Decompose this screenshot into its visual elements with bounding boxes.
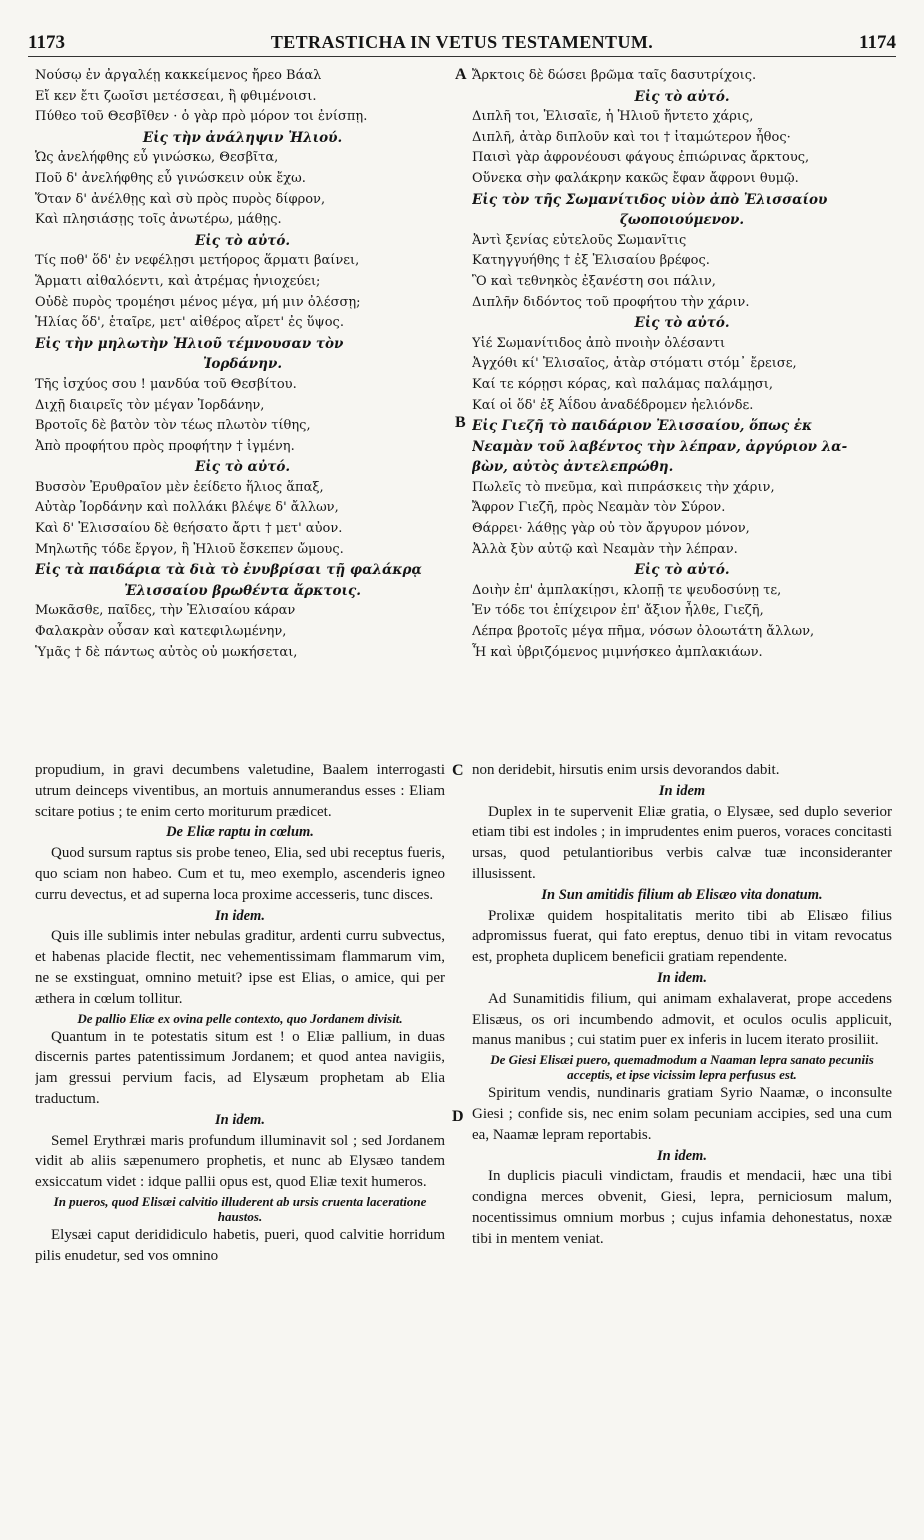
section-heading: Εἰς τὸν τῆς Σωμανίτιδος υἱὸν ἀπὸ Ἐλισσαίου — [472, 191, 828, 208]
verse-line: Διπλῆ, ἀτὰρ διπλοῦν καὶ τοι † ἰταμώτερον ἦθος· — [472, 129, 791, 145]
verse-line: Πωλεῖς τὸ πνεῦμα, καὶ πιπράσκεις τὴν χάριν, — [472, 479, 775, 495]
verse-line: Διχῇ διαιρεῖς τὸν μέγαν Ἰορδάνην, — [35, 397, 265, 413]
verse-line: Ἠλίας ὅδ', ἑταῖρε, μετ' αἰθέρος αἴρετ' ἐς ὕψος. — [35, 315, 344, 331]
paragraph: Ad Sunamitidis filium, qui animam exhalaverat, prope accedens Elisæus, os ori incumbendo admovit, et oculos oculis applicuit, manus manibus ; cui statim puer ex inferis in lucem iterato prosiliit. — [472, 990, 892, 1049]
verse-line: Βυσσὸν Ἐρυθραῖον μὲν ἐείδετο ἥλιος ἅπαξ, — [35, 479, 324, 495]
verse-line: Ποῦ δ' ἀνελήφθης εὖ γινώσκειν οὐκ ἔχω. — [35, 170, 306, 186]
paragraph: Quantum in te potestatis situm est ! o Eliæ pallium, in duas discernis partes patentissimum Jordanem; et quod antea navigiis, jam gressui pervium facis, ad Elysæum prophetam ab Elia traductum. — [35, 1028, 445, 1107]
verse-line: Ἄφρον Γιεζῆ, πρὸς Νεαμὰν τὸν Σύρον. — [472, 500, 726, 516]
verse-line: Μωκᾶσθε, παῖδες, τὴν Ἐλισαίου κάραν — [35, 603, 296, 619]
section-heading: Ἰορδάνην. — [202, 356, 283, 373]
paragraph: Quis ille sublimis inter nebulas graditur, ardenti curru subvectus, et habenas placide flectit, nec vehementissimam flammarum vim, ne se exstinguat, omnino metuit? ipse est Elias, o amice, qui per æthera in cœlum tollitur. — [35, 928, 445, 1007]
section-heading: Εἰς τὸ αὐτό. — [194, 232, 291, 249]
verse-line: Αὐτὰρ Ἰορδάνην καὶ πολλάκι βλέψε δ' ἄλλων, — [35, 500, 339, 516]
verse-line: Εἴ κεν ἔτι ζωοῖσι μετέσσεαι, ἢ φθιμένοισι. — [35, 88, 317, 104]
section-heading: Νεαμὰν τοῦ λαβέντος τὴν λέπραν, ἀργύριον λα- — [472, 438, 848, 455]
verse-line: Μηλωτῆς τόδε ἔργον, ἣ Ἠλιοῦ ἔσκεπεν ὤμους. — [35, 541, 344, 557]
section-heading: De Eliæ raptu in cœlum. — [166, 824, 314, 841]
section-heading: Εἰς τὴν μηλωτὴν Ἠλιοῦ τέμνουσαν τὸν — [35, 335, 344, 352]
verse-line: Βροτοῖς δὲ βατὸν τὸν τέως πλωτὸν τίθης, — [35, 418, 311, 434]
verse-line: Καὶ πλησιάσῃς τοῖς ἀνωτέρω, μάθῃς. — [35, 212, 282, 228]
verse-line: Τίς ποθ' ὅδ' ἐν νεφέλῃσι μετήορος ἅρματι βαίνει, — [35, 253, 360, 269]
section-heading: Εἰς τὸ αὐτό. — [194, 459, 291, 476]
verse-line: Κατηγγυήθης † ἐξ Ἐλισαίου βρέφος. — [472, 253, 710, 269]
verse-line: Θάρρει· λάθῃς γὰρ οὐ τὸν ἄργυρον μόνον, — [472, 521, 750, 537]
margin-marker-a: A — [455, 66, 467, 83]
section-heading: In idem. — [215, 1111, 265, 1128]
section-heading: In Sun amitidis filium ab Elisæo vita donatum. — [541, 886, 823, 903]
verse-line: Τῆς ἰσχύος σου ! μανδύα τοῦ Θεσβίτου. — [35, 376, 297, 392]
latin-left-column — [35, 760, 445, 1267]
paragraph: propudium, in gravi decumbens valetudine, Baalem interrogasti utrum deinceps viventibus, an mortuis annumerandus esses : Eliam scitare potius ; te enim certo moriturum prædicet. — [35, 762, 445, 820]
section-heading: ζωοποιούμενον. — [619, 212, 745, 229]
margin-marker-b: B — [455, 414, 466, 431]
left-page-number: 1173 — [28, 32, 65, 53]
verse-line: Ὑμᾶς † δὲ πάντως αὐτὸς οὐ μωκήσεται, — [35, 644, 298, 660]
verse-line: Δοιὴν ἐπ' ἀμπλακίῃσι, κλοπῇ τε ψευδοσύνῃ τε, — [472, 582, 782, 598]
section-heading: Εἰς τὴν ἀνάληψιν Ἠλιού. — [142, 129, 343, 146]
verse-line: Παισὶ γὰρ ἀφρονέουσι φάγους ἐπιώρινας ἄρκτους, — [472, 150, 810, 166]
greek-right-column — [472, 66, 892, 663]
paragraph: Elysæi caput derididiculo habetis, pueri, quod calvitie horridum pilis enudetur, sed vos omnino — [35, 1226, 445, 1264]
verse-line: Ἄρκτοις δὲ δώσει βρῶμα ταῖς δασυτρίχοις. — [472, 68, 757, 83]
paragraph: non deridebit, hirsutis enim ursis devorandos dabit. — [472, 762, 780, 778]
section-heading: Εἰς τὸ αὐτό. — [634, 562, 730, 579]
verse-line: Ἧ καὶ ὑβριζόμενος μιμνήσκεο ἀμπλακιάων. — [472, 644, 763, 660]
section-heading: In pueros, quod Elisæi calvitio illuderent ab ursis cruenta laceratione haustos. — [53, 1193, 427, 1224]
verse-line: Ἅρματι αἰθαλόεντι, καὶ ἀτρέμας ἡνιοχεύει; — [35, 273, 321, 289]
margin-marker-d: D — [452, 1108, 464, 1125]
verse-line: Ὅταν δ' ἀνέλθῃς καὶ σὺ πρὸς πυρὸς δίφρον, — [35, 191, 326, 207]
section-heading: Εἰς τὸ αὐτό. — [634, 88, 730, 105]
verse-line: Ὃ καὶ τεθνηκὸς ἐξανέστη σοι πάλιν, — [472, 273, 716, 289]
verse-line: Ἀπὸ προφήτου πρὸς προφήτην † ἰγμένη. — [35, 438, 295, 454]
verse-line: Φαλακρὰν οὖσαν καὶ κατεφιλωμένην, — [35, 624, 287, 640]
verse-line: Υἱέ Σωμανίτιδος ἀπὸ πνοιὴν ὀλέσαντι — [472, 335, 726, 351]
verse-line: Ὡς ἀνελήφθης εὖ γινώσκω, Θεσβῖτα, — [35, 150, 279, 166]
verse-line: Πύθεο τοῦ Θεσβῖθεν · ὁ γὰρ πρὸ μόρον τοι ἐνίσπῃ. — [35, 109, 368, 125]
verse-line: Καί τε κόρῃσι κόρας, καὶ παλάμας παλάμῃσι, — [472, 376, 773, 392]
section-heading: In idem — [658, 782, 706, 799]
verse-line: Λέπρα βροτοῖς μέγα πῆμα, νόσων ὀλοωτάτη ἄλλων, — [472, 624, 815, 640]
paragraph: Spiritum vendis, nundinaris gratiam Syrio Naamæ, o inconsulte Giesi ; confide sis, nec enim solam pecuniam accipies, sed una cum ea, Naamæ lepram reportabis. — [472, 1085, 892, 1143]
verse-line: Καί οἱ ὅδ' ἐξ Ἀΐδου ἀναδέδρομεν ἠελιόνδε. — [472, 397, 754, 413]
section-heading: De pallio Eliæ ex ovina pelle contexto, quo Jordanem divisit. — [77, 1010, 403, 1026]
section-heading: De Giesi Elisæi puero, quemadmodum a Naaman lepra sanato pecuniis acceptis, et ipse vicissim lepra perfusus est. — [490, 1052, 874, 1083]
paragraph: Quod sursum raptus sis probe teneo, Elia, sed ubi receptus fueris, quo sciam non habeo. Cum et tu, meo exemplo, ascenderis igneo curru devectus, et ad superna loca proxime accesseris, tunc disces. — [35, 845, 445, 903]
verse-line: Διπλῆν διδόντος τοῦ προφήτου τὴν χάριν. — [472, 294, 750, 310]
section-heading: βὼν, αὐτὸς ἀντελεπρώθη. — [472, 459, 674, 476]
verse-line: Οὕνεκα σὴν φαλάκρην κακῶς ἔφαν ἄφρονι θυμῷ. — [472, 170, 799, 186]
right-page-number: 1174 — [859, 32, 896, 53]
running-header — [28, 30, 896, 57]
verse-line: Ἀλλὰ ξὺν αὐτῷ καὶ Νεαμὰν τὴν λέπραν. — [472, 541, 738, 557]
margin-marker-c: C — [452, 762, 464, 779]
verse-line: Διπλῆ τοι, Ἐλισαῖε, ἡ Ἠλιοῦ ἤντετο χάρις, — [472, 109, 754, 125]
section-heading: Ἐλισσαίου βρωθέντα ἄρκτοις. — [124, 582, 361, 599]
verse-line: Οὐδὲ πυρὸς τρομέησι μένος μέγα, μή μιν ὀλέσσῃ; — [35, 294, 361, 310]
verse-line: Νούσῳ ἐν ἀργαλέῃ κακκείμενος ἤρεο Βάαλ — [35, 68, 322, 83]
paragraph: In duplicis piaculi vindictam, fraudis et mendacii, hæc una tibi condigna merces obvenit, Giesi, lepra, perniciosum malum, nocentissimus omnium morbus ; cujus infamia dehonestatus, noxæ tibi in mentem veniat. — [472, 1168, 892, 1247]
greek-left-column — [35, 66, 450, 663]
verse-line: Ἀγχόθι κί' Ἐλισαῖος, ἀτὰρ στόματι στόμ᾽ ἔρεισε, — [472, 356, 797, 372]
latin-right-column — [472, 760, 892, 1250]
paragraph: Prolixæ quidem hospitalitatis merito tibi ab Elisæo filius adpromissus fuerat, qui fato ereptus, denuo tibi in vitam revocatus est, propheta duplicem beneficii gratiam rependente. — [472, 907, 892, 966]
section-heading: Εἰς τὸ αὐτό. — [634, 315, 730, 332]
section-heading: In idem. — [657, 969, 707, 986]
paragraph: Duplex in te supervenit Eliæ gratia, o Elysæe, sed duplo severior etiam tibi est indoles ; in imprudentes enim pueros, voraces concitasti ursas, quod petulantioribus verbis calvæ tuæ inconsideranter illusissent. — [472, 803, 892, 882]
verse-line: Ἐν τόδε τοι ἐπίχειρον ἐπ' ἄξιον ἦλθε, Γιεζῆ, — [472, 603, 764, 619]
section-heading: Εἰς τὰ παιδάρια τὰ διὰ τὸ ἐνυβρίσαι τῇ φαλάκρᾳ — [35, 562, 422, 579]
verse-line: Ἀντὶ ξενίας εὐτελοῦς Σωμανῖτις — [472, 232, 687, 248]
verse-line: Καὶ δ' Ἐλισσαίου δὲ θεήσατο ἄρτι † μετ' αὐον. — [35, 521, 343, 537]
section-heading: In idem. — [657, 1147, 707, 1164]
paragraph: Semel Erythræi maris profundum illuminavit sol ; sed Jordanem vidit ab aliis sæpenumero prophetis, et nunc ab Elysæo tandem exsiccatum videt : idque pallii opus est, quod Eliæ texit humeros. — [35, 1132, 445, 1191]
section-heading: In idem. — [215, 907, 265, 924]
running-title: TETRASTICHA IN VETUS TESTAMENTUM. — [270, 32, 654, 52]
section-heading: Εἰς Γιεζῆ τὸ παιδάριον Ἐλισσαίου, ὅπως ἐκ — [472, 418, 813, 435]
